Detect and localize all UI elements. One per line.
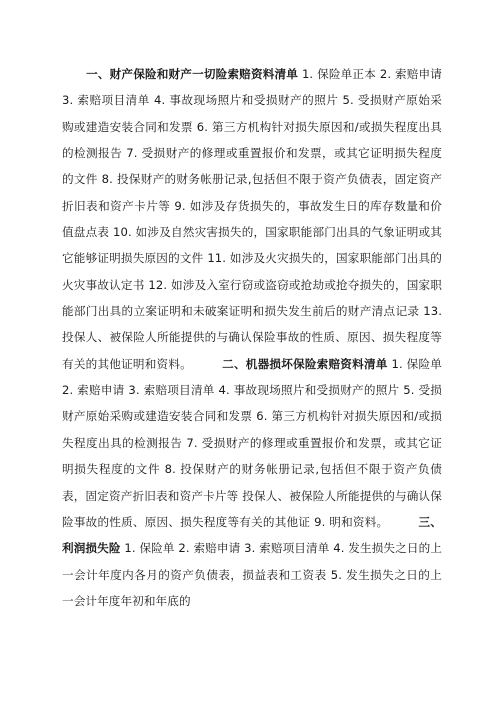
section-2-title: 机器损坏保险索赔资料清单 bbox=[245, 356, 388, 371]
section-2-text: 1. 保险单 2. 索赔申请 3. 索赔项目清单 4. 事故现场照片和受损财产的照片 5. 受损财产原始采购或建造安装合同和发票 6. 第三方机构针对损失原因和/或损失程度出具的检测报告 7. 受损财产的修理或重置报价和发票，或其它证明损失程度的文件 8. 投保财产的财务帐册记录,包括但不限于资产负债表，固定资产折旧表和资产卡片等 投保人、被保险人所能提供的与确认保险事故的性质、原因、损失程度等有关的其他证 9. 明和资料。 bbox=[62, 356, 442, 529]
section-3-number: 三、 bbox=[418, 514, 442, 529]
section-1-title: 财产保险和财产一切险索赔资料清单 bbox=[109, 67, 299, 81]
section-1-text: 1. 保险单正本 2. 索赔申请 3. 索赔项目清单 4. 事故现场照片和受损财产的照片 5. 受损财产原始采购或建造安装合同和发票 6. 第三方机构针对损失原因和/或损失程度出具的检测报告 7. 受损财产的修理或重置报价和发票，或其它证明损失程度的文件 8. 投保财产的财务帐册记录,包括但不限于资产负债表，固定资产折旧表和资产卡片等 9. 如涉及存货损失的，事故发生日的库存数量和价值盘点表 10. 如涉及自然灾害损失的，国家职能部门出具的气象证明或其它能够证明损失原因的文件 11. 如涉及火灾损失的，国家职能部门出具的火灾事故认定书 12. 如涉及入室行窃或盗窃或抢劫或抢夺损失的，国家职能部门出具的立案证明和未破案证明和损失发生前后的财产清点记录 13. 投保人、被保险人所能提供的与确认保险事故的性质、原因、损失程度等有关的其他证明和资料。 bbox=[62, 67, 442, 371]
section-2-number: 二、 bbox=[222, 356, 246, 371]
document-body bbox=[62, 61, 442, 614]
section-1-number: 一、 bbox=[86, 67, 110, 81]
section-3-text: 1. 保险单 2. 索赔申请 3. 索赔项目清单 4. 发生损失之日的上一会计年度内各月的资产负债表，损益表和工资表 5. 发生损失之日的上一会计年度年初和年底的 bbox=[62, 541, 442, 608]
section-3-title: 利润损失险 bbox=[62, 541, 121, 556]
